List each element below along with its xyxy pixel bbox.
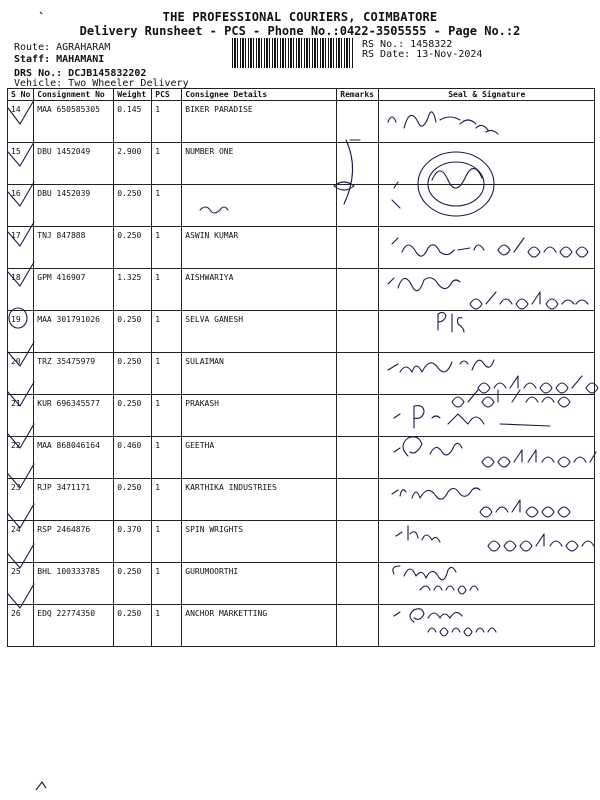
pcs-cell: 1: [152, 353, 182, 395]
staff-label: Staff: MAHAMANI: [14, 54, 105, 65]
seal-cell: [379, 521, 595, 563]
consignee-cell: KARTHIKA INDUSTRIES: [182, 479, 337, 521]
consignment-cell: RJP 3471171: [34, 479, 114, 521]
consignee-cell: ANCHOR MARKETTING: [182, 605, 337, 647]
consignment-cell: GPM 416907: [34, 269, 114, 311]
consignment-cell: DBU 1452049: [34, 143, 114, 185]
consignment-cell: MAA 301791026: [34, 311, 114, 353]
pcs-cell: 1: [152, 269, 182, 311]
consignment-cell: BHL 100333785: [34, 563, 114, 605]
consignment-cell: DBU 1452039: [34, 185, 114, 227]
consignment-cell: MAA 650585305: [34, 101, 114, 143]
pcs-cell: 1: [152, 143, 182, 185]
consignee-cell: BIKER PARADISE: [182, 101, 337, 143]
sno-cell: 18: [8, 269, 34, 311]
sno-cell: 23: [8, 479, 34, 521]
weight-cell: 0.250: [114, 353, 152, 395]
runsheet-subtitle: Delivery Runsheet - PCS - Phone No.:0422-3505555 - Page No.:2: [79, 24, 521, 38]
remarks-cell: [337, 605, 379, 647]
remarks-cell: [337, 185, 379, 227]
table-row: [8, 437, 595, 479]
sno-cell: 19: [8, 311, 34, 353]
sno-cell: 24: [8, 521, 34, 563]
rs-date: RS Date: 13-Nov-2024: [362, 49, 483, 60]
remarks-cell: [337, 563, 379, 605]
sno-cell: 20: [8, 353, 34, 395]
pcs-cell: 1: [152, 521, 182, 563]
consignment-cell: KUR 696345577: [34, 395, 114, 437]
weight-cell: 0.250: [114, 479, 152, 521]
table-row: [8, 521, 595, 563]
table-row: [8, 143, 595, 185]
pcs-cell: 1: [152, 437, 182, 479]
sno-cell: 15: [8, 143, 34, 185]
consignee-cell: [182, 185, 337, 227]
pcs-cell: 1: [152, 563, 182, 605]
table-row: [8, 269, 595, 311]
col-weight: Weight: [114, 89, 152, 101]
col-seal: Seal & Signature: [379, 89, 595, 101]
seal-cell: [379, 437, 595, 479]
weight-cell: 2.900: [114, 143, 152, 185]
seal-cell: [379, 227, 595, 269]
col-consignment: Consignment No: [34, 89, 114, 101]
drs-number: DRS No.: DCJB145832202: [14, 68, 147, 79]
consignment-cell: MAA 868046164: [34, 437, 114, 479]
table-row: [8, 605, 595, 647]
weight-cell: 1.325: [114, 269, 152, 311]
consignee-cell: GEETHA: [182, 437, 337, 479]
col-sno: S No: [8, 89, 34, 101]
barcode: [232, 38, 354, 68]
consignee-cell: SPIN WRIGHTS: [182, 521, 337, 563]
seal-cell: [379, 101, 595, 143]
table-row: [8, 479, 595, 521]
sno-cell: 16: [8, 185, 34, 227]
weight-cell: 0.250: [114, 563, 152, 605]
sno-cell: 17: [8, 227, 34, 269]
seal-cell: [379, 269, 595, 311]
vehicle-label: Vehicle: Two Wheeler Delivery: [14, 78, 189, 89]
seal-cell: [379, 479, 595, 521]
consignment-cell: TNJ 847888: [34, 227, 114, 269]
table-row: [8, 311, 595, 353]
seal-cell: [379, 353, 595, 395]
seal-cell: [379, 563, 595, 605]
pcs-cell: 1: [152, 395, 182, 437]
rs-number: RS No.: 1458322: [362, 39, 453, 50]
table-row: [8, 227, 595, 269]
consignment-cell: RSP 2464876: [34, 521, 114, 563]
consignee-cell: AISHWARIYA: [182, 269, 337, 311]
consignee-cell: NUMBER ONE: [182, 143, 337, 185]
pcs-cell: 1: [152, 479, 182, 521]
sno-cell: 22: [8, 437, 34, 479]
pcs-cell: 1: [152, 605, 182, 647]
table-header: [8, 89, 595, 101]
consignee-cell: SELVA GANESH: [182, 311, 337, 353]
consignment-cell: TRZ 35475979: [34, 353, 114, 395]
weight-cell: 0.250: [114, 311, 152, 353]
consignee-cell: PRAKASH: [182, 395, 337, 437]
seal-cell: [379, 311, 595, 353]
sno-cell: 21: [8, 395, 34, 437]
weight-cell: 0.250: [114, 227, 152, 269]
remarks-cell: [337, 479, 379, 521]
pcs-cell: 1: [152, 311, 182, 353]
seal-cell: [379, 605, 595, 647]
col-pcs: PCS: [152, 89, 182, 101]
pcs-cell: 1: [152, 101, 182, 143]
table-row: [8, 353, 595, 395]
seal-cell: [379, 395, 595, 437]
weight-cell: 0.250: [114, 395, 152, 437]
remarks-cell: [337, 143, 379, 185]
sno-cell: 25: [8, 563, 34, 605]
company-title: THE PROFESSIONAL COURIERS, COIMBATORE: [162, 10, 438, 24]
remarks-cell: [337, 395, 379, 437]
sno-cell: 14: [8, 101, 34, 143]
weight-cell: 0.145: [114, 101, 152, 143]
table-row: [8, 101, 595, 143]
route-label: Route: AGRAHARAM: [14, 42, 111, 53]
runsheet-table: [7, 88, 595, 647]
table-row: [8, 563, 595, 605]
remarks-cell: [337, 353, 379, 395]
remarks-cell: [337, 311, 379, 353]
remarks-cell: [337, 101, 379, 143]
consignee-cell: GURUMOORTHI: [182, 563, 337, 605]
seal-cell: [379, 143, 595, 185]
consignee-cell: SULAIMAN: [182, 353, 337, 395]
col-remarks: Remarks: [337, 89, 379, 101]
pcs-cell: 1: [152, 227, 182, 269]
consignee-cell: ASWIN KUMAR: [182, 227, 337, 269]
seal-cell: [379, 185, 595, 227]
table-row: [8, 395, 595, 437]
remarks-cell: [337, 437, 379, 479]
remarks-cell: [337, 521, 379, 563]
weight-cell: 0.370: [114, 521, 152, 563]
weight-cell: 0.460: [114, 437, 152, 479]
weight-cell: 0.250: [114, 605, 152, 647]
pcs-cell: 1: [152, 185, 182, 227]
remarks-cell: [337, 269, 379, 311]
table-row: [8, 185, 595, 227]
weight-cell: 0.250: [114, 185, 152, 227]
sno-cell: 26: [8, 605, 34, 647]
remarks-cell: [337, 227, 379, 269]
col-consignee: Consignee Details: [182, 89, 337, 101]
consignment-cell: EDQ 22774350: [34, 605, 114, 647]
